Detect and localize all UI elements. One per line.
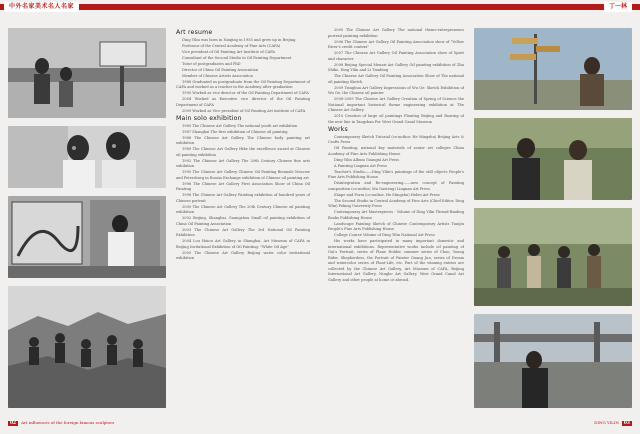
works-item: The Second Studio in Central Academy of Fine Arts (Chief Editor, Ding Yilin) Peking University Press (328, 198, 464, 208)
photo-group-outdoor (474, 208, 632, 306)
resume-line: Consultant of the Second Studio in Oil Painting Department (182, 55, 292, 60)
works-item: Ding Yilin Album Guangxi Art Press (334, 157, 400, 162)
exhibition-item: 2008-2009 The Chinese Art Gallery Creation of Spring of Science the National important historical theme engineering exhibition at The Chinese Art Gallery (328, 97, 464, 112)
photo-two-men-portrait (8, 126, 166, 188)
resume-heading: Art resume (176, 29, 213, 36)
resume-line: 1988 Graduated as postgraduate from the Oil Painting Department of CAFA and worked as a teacher in the Academy after graduation (176, 79, 310, 89)
resume-line: Vice president of Oil Painting Art Institute of CAFA (182, 49, 275, 54)
exhibition-item: 1998 The Chinese Art Gallery Painting exhibition of hundred years of Chinese portrait (176, 193, 310, 203)
footer (0, 418, 640, 428)
footer-left (8, 420, 114, 426)
exhibition-item: 2006 The Chinese Art Gallery Oil Painting Association show of "Yellow River's credit context" (328, 39, 464, 49)
exhibition-item: 1989 The Chinese Art Gallery Hike the excellence award at Chinese oil painting exhibition (176, 147, 310, 157)
works-item: Disintegration and Re-engineering——new concept of Painting composition (co-author, Ma Gaoteng) Lingnan Art Press (328, 181, 464, 191)
page-number-right: 03 (623, 421, 630, 426)
resume-line: Ding Yilin was born in Nanjing in 1955 and grew up in Beijing. (182, 37, 297, 42)
works-item: College Course Volume of Ding Yilin National Art Press (334, 233, 435, 237)
exhibition-item: 1987 Shanghai The first exhibition of Chinese oil painting (182, 129, 288, 134)
resume-line: Director of China Oil Painting Association (182, 67, 259, 72)
exhibition-item: 2007 The Chinese Art Gallery Oil Painting Association show of Spirit and character (328, 51, 464, 61)
exhibition-item: 2004 Lou Haiou Art Gallery in Shanghai, Art Museum of CAFA in Beijing Invitational Exhibition of Oil Painting: "White Oil Age" (176, 239, 310, 249)
works-item: Oil Painting, national key materials of senior art colleges China Academy of Fine Arts Publishing House (328, 146, 464, 156)
header-right-title: 丁一林 (604, 2, 632, 12)
exhibition-item: 2009 Tsinghua Art Gallery Impressions of Wu Ge: Sketch Exhibition of Wu Ge, the Chinese oil painter (328, 85, 464, 95)
photo-man-by-bridge (474, 314, 632, 408)
photo-man-with-signpost (474, 28, 632, 110)
works-item: His works have participated in many important domestic and international exhibitions. Representative works include oil painting of Gui's Portrait, series of Plane Holder, summer series of Chao, Young Rider, Shepherdess, the Portrait of Painter Guang Jun, series of Dream and watercolor series of Plant-Life, etc. Part of the winning entries are collected by the Chinese Art Gallery, Art Museum of CAFA, Beijing International Art Gallery, Ningbo Art Gallery, West Grand Canal Art Gallery and other people at home or abroad. (328, 239, 464, 282)
header-left-title: 中外名家美术名人名家 (4, 2, 79, 12)
works-item: Shape and Form (co-author, He Mingzhu) Hebei Art Press (334, 192, 440, 197)
header-rule-right (320, 4, 640, 10)
exhibition-item: 1992 The Chinese Art Gallery The 20th Century Chinese fine arts exhibition (176, 158, 310, 168)
page-number-left: 02 (10, 421, 17, 426)
works-item: A Painting Lingnan Art Press (334, 163, 387, 168)
exhibition-item: 2010 Creation of large oil paintings Planting Beijing and Roaring of the new line in Tangshan For West Grand Canal Museum (328, 114, 464, 124)
footer-left-text: Art influences of the foreign famous sculptors (21, 420, 115, 425)
works-item: Teacher's Studio——Ding Yilin's paintings of the still objects People's Fine Arts Publishing House (328, 169, 464, 179)
works-item: Contemporary Art Masterpieces · Volume of Ding Yilin Thread-Binding Books Publishing House (328, 210, 464, 220)
exhibition-item: 2000 The Chinese Art Gallery The 20th Century Chinese oil painting exhibition (176, 204, 310, 214)
exhibition-item: 2005 The Chinese Art Gallery Beijing water color invitational exhibition (176, 250, 310, 260)
resume-line: Professor of the Central Academy of Fine Arts (CAFA) (182, 43, 281, 48)
works-item: Contemporary Sketch Tutorial (co-author, He Mingzhu) Beijing Arts & Crafts Press (328, 134, 464, 144)
exhibition-item: 2003 The Chinese Art Gallery The 3rd National Oil Painting Exhibition (176, 227, 310, 237)
exhibition-item: The Chinese Art Gallery Oil Painting Association Show of The national oil painting Sketch (328, 74, 464, 84)
photo-group-on-rocks (8, 286, 166, 408)
exhibition-item: 1996 The Chinese Art Gallery First Association Show of China Oil Painting (176, 181, 310, 191)
left-text-column (176, 28, 310, 262)
exhibition-item: 2005 The Chinese Art Gallery The national theme-entrepreneurs portrait painting exhibition (328, 28, 464, 38)
photo-artist-beach-signpost (8, 28, 166, 118)
footer-right-text: DING YILIN (594, 420, 619, 425)
works-item: Landscape Painting Sketch of Chinese Contemporary Artists Tianjin People's Fine Arts Publishing House (328, 221, 464, 231)
right-text-column (328, 28, 464, 284)
works-heading: Works (328, 126, 348, 133)
photo-two-men-trees (474, 118, 632, 200)
resume-line: 2004 Worked as Executive vice director of the Oil Painting Department of CAFA (176, 97, 310, 107)
exhibition-item: 2008 Beijing Special Menari Art Gallery Oil painting exhibition of Zhu Shike, Ding Yilin and Li Tianbing (328, 62, 464, 72)
exhibition-item: 2002 Beijing, Shanghai, Guangzhou Small oil painting exhibition of China Oil Painting Association (176, 216, 310, 226)
header-bar (0, 0, 640, 14)
footer-right (594, 420, 632, 426)
resume-line: Member of Chinese Artists Association (182, 73, 253, 78)
resume-line: 1995 Worked as vice director of the Oil Painting Department of CAFA (182, 91, 309, 95)
resume-line: Tutor of postgraduates and PhD (182, 61, 241, 66)
exhibition-item: 1995 The Chinese Art Gallery Chinese Oil Painting Biennale Moscow and Petersburg in Russia Exchange exhibition of Chinese oil painting art (176, 170, 310, 180)
exhibition-heading: Main solo exhibition (176, 115, 242, 122)
exhibition-item: 1985 The Chinese Art Gallery The national youth art exhibition (182, 123, 298, 128)
exhibition-item: 1988 The Chinese Art Gallery The Chinese body painting art exhibition (176, 135, 310, 145)
resume-line: 2009 Worked as Vice president of Oil Painting Art institute of CAFA (182, 108, 306, 113)
photo-artist-painting-studio (8, 196, 166, 278)
